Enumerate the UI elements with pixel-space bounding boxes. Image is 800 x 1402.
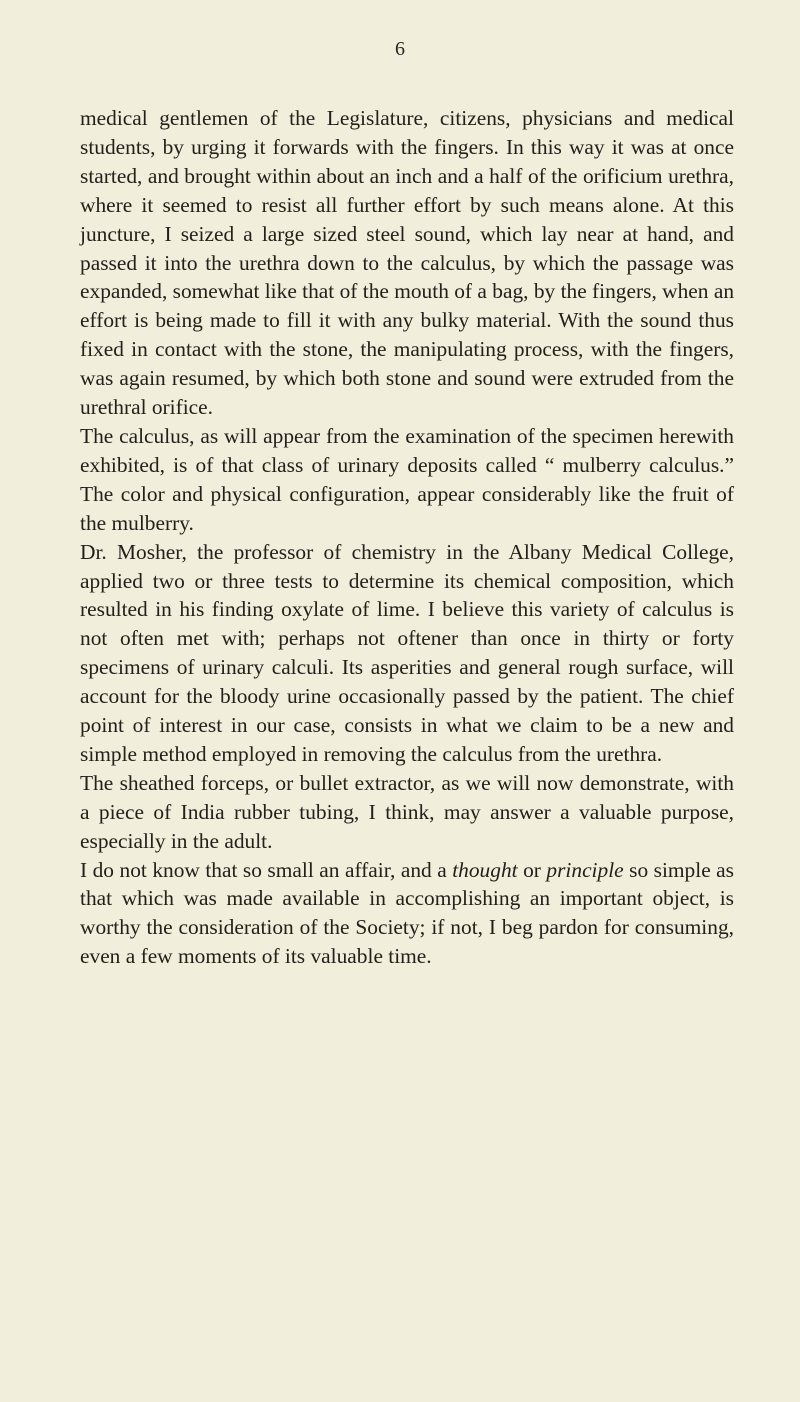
italic-thought: thought xyxy=(452,857,518,882)
italic-principle: principle xyxy=(546,857,624,882)
paragraph-3: Dr. Mosher, the professor of chemistry in the Albany Medical College, applied two or three tests to determine its chemical composition, which resulted in his finding oxylate of lime. I believe this variety of calculus is not often met with; perhaps not oftener than once in thirty or forty specimens of urinary calculi. Its asperities and general rough surface, will account for the bloody urine occasionally passed by the patient. The chief point of interest in our case, consists in what we claim to be a new and simple method employed in removing the calculus from the urethra. xyxy=(80,539,734,766)
paragraph-5-text-after: so simple as that which was made available in accomplishing an important object, is worthy the consideration of the Society; if not, I beg pardon for consuming, even a few moments of its valuable time. xyxy=(80,857,734,969)
paragraph-5-text-before: I do not know that so small an affair, and a xyxy=(80,857,453,882)
page-number: 6 xyxy=(395,38,405,60)
paragraph-2: The calculus, as will appear from the examination of the specimen herewith exhibited, is of that class of urinary deposits called “ mulberry calculus.” The color and physical configuration, appear considerably like the fruit of the mulberry. xyxy=(80,423,734,535)
paragraph-5-text-middle: or xyxy=(517,857,547,882)
paragraph-1: medical gentlemen of the Legislature, citizens, physicians and medical students, by urging it forwards with the fingers. In this way it was at once started, and brought within about an inch and a half of the orificium urethra, where it seemed to resist all further effort by such means alone. At this juncture, I seized a large sized steel sound, which lay near at hand, and passed it into the urethra down to the calculus, by which the passage was expanded, somewhat like that of the mouth of a bag, by the fingers, when an effort is being made to fill it with any bulky material. With the sound thus fixed in contact with the stone, the manipulating process, with the fingers, was again resumed, by which both stone and sound were extruded from the urethral orifice. xyxy=(80,106,735,420)
paragraph-5 xyxy=(80,856,734,972)
paragraph-4: The sheathed forceps, or bullet extractor, as we will now demonstrate, with a piece of India rubber tubing, I think, may answer a valuable purpose, especially in the adult. xyxy=(80,770,734,853)
body-text xyxy=(80,104,734,971)
